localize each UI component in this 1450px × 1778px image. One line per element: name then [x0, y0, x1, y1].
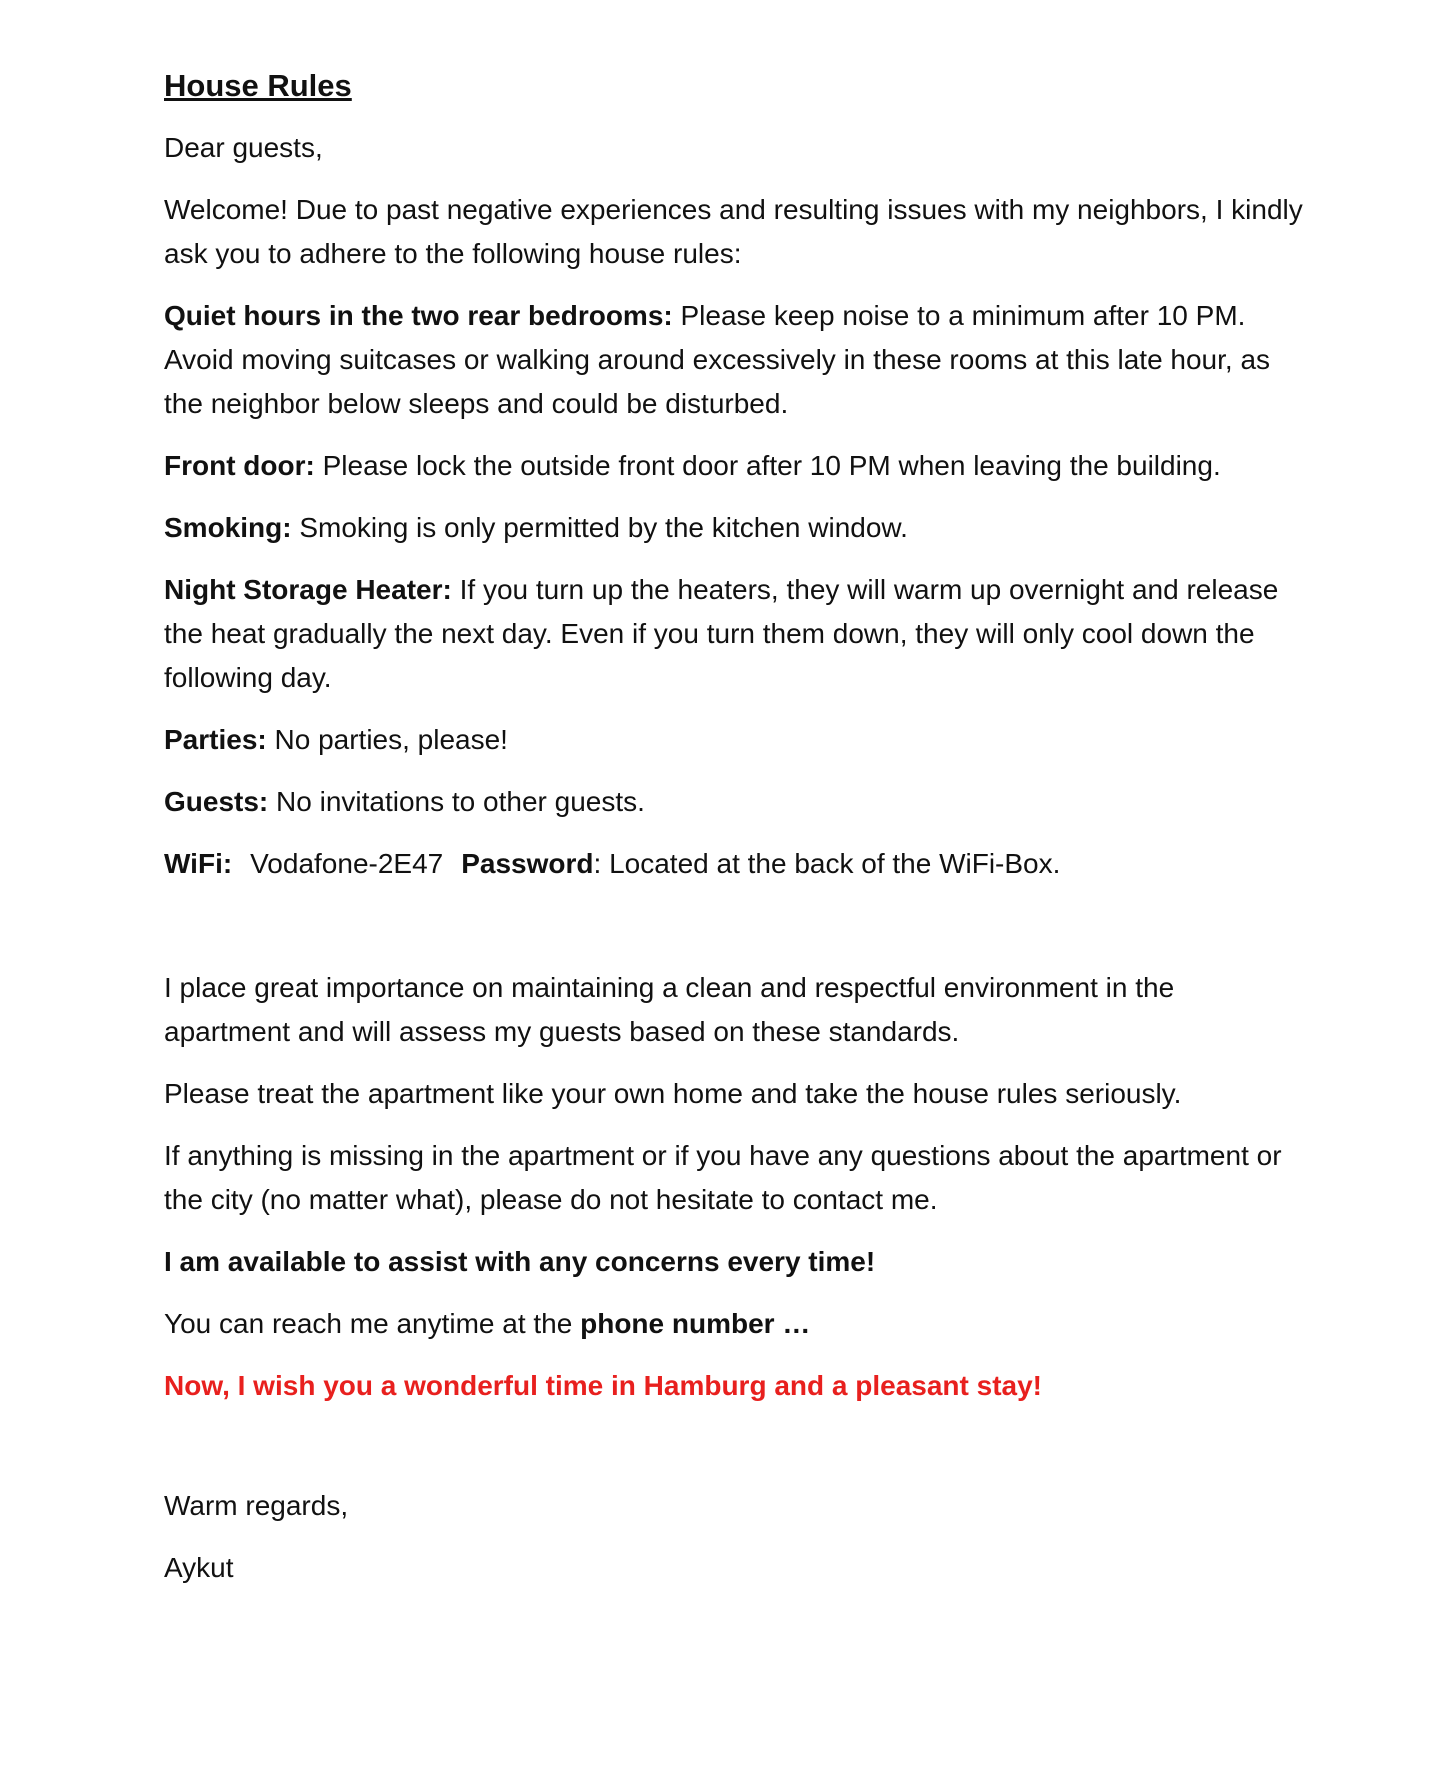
- rule-text: If you turn up the heaters, they will warm up overnight and release the heat gradually the next day. Even if you turn them down, they will only cool down the following day.: [164, 574, 1279, 693]
- document-title: House Rules: [164, 68, 352, 103]
- regards: Warm regards,: [164, 1490, 349, 1521]
- rule-smoking: [164, 506, 1304, 550]
- rule-front-door: [164, 444, 1304, 488]
- questions-paragraph: If anything is missing in the apartment or if you have any questions about the apartment or the city (no matter what), please do not hesitate to contact me.: [164, 1140, 1282, 1215]
- rule-label: Quiet hours in the two rear bedrooms:: [164, 300, 673, 331]
- rule-text: Please lock the outside front door after 10 PM when leaving the building.: [314, 450, 1221, 481]
- wifi-password-label: Password: [461, 848, 594, 879]
- contact-prefix: You can reach me anytime at the: [164, 1308, 581, 1339]
- rule-label: Parties:: [164, 724, 267, 755]
- rule-label: Smoking:: [164, 512, 292, 543]
- contact-paragraph: [164, 1302, 1304, 1346]
- rule-heater: [164, 568, 1304, 700]
- availability-statement: I am available to assist with any concerns every time!: [164, 1246, 876, 1277]
- rule-label: Front door:: [164, 450, 315, 481]
- wifi-password-text: : Located at the back of the WiFi-Box.: [593, 848, 1061, 879]
- phone-number-placeholder: phone number …: [580, 1308, 811, 1339]
- rule-wifi: [164, 842, 1304, 886]
- rule-text: No parties, please!: [266, 724, 508, 755]
- rule-label: Guests:: [164, 786, 269, 817]
- rule-text: Smoking is only permitted by the kitchen window.: [291, 512, 908, 543]
- spacer: [164, 904, 1304, 966]
- wifi-label: WiFi:: [164, 848, 233, 879]
- rule-text: Please keep noise to a minimum after 10 PM. Avoid moving suitcases or walking around excessively in these rooms at this late hour, as the neighbor below sleeps and could be disturbed.: [164, 300, 1271, 419]
- treat-paragraph: Please treat the apartment like your own home and take the house rules seriously.: [164, 1078, 1182, 1109]
- spacer: [164, 1426, 1304, 1484]
- signature: Aykut: [164, 1552, 234, 1583]
- importance-paragraph: I place great importance on maintaining a clean and respectful environment in the apartment and will assess my guests based on these standards.: [164, 972, 1175, 1047]
- farewell-wish: Now, I wish you a wonderful time in Hamburg and a pleasant stay!: [164, 1370, 1042, 1401]
- intro-paragraph: Welcome! Due to past negative experiences and resulting issues with my neighbors, I kindly ask you to adhere to the following house rules:: [164, 194, 1303, 269]
- document-body: [164, 60, 1304, 1608]
- rule-guests: [164, 780, 1304, 824]
- rule-quiet-hours: [164, 294, 1304, 426]
- rule-parties: [164, 718, 1304, 762]
- wifi-network-name: Vodafone-2E47: [250, 848, 444, 879]
- rule-text: No invitations to other guests.: [268, 786, 645, 817]
- rule-label: Night Storage Heater:: [164, 574, 452, 605]
- greeting: Dear guests,: [164, 132, 323, 163]
